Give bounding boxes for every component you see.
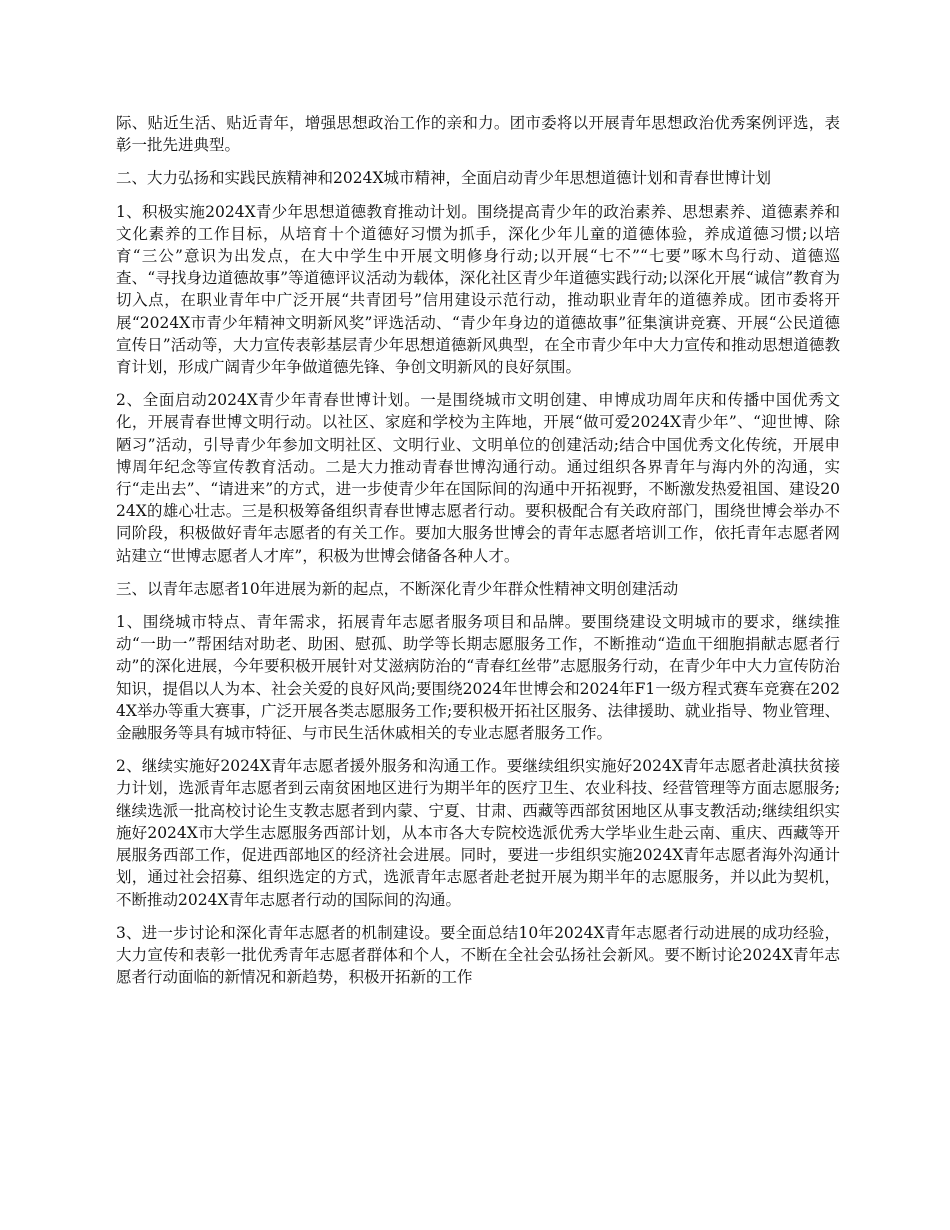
paragraph-volunteer-mechanism: 3、进一步讨论和深化青年志愿者的机制建设。要全面总结10年2024X青年志愿者行动进展的成功经验，大力宣传和表彰一批优秀青年志愿者群体和个人，不断在全社会弘扬社会新风。要不断讨论2024X青年志愿者行动面临的新情况和新趋势，积极开拓新的工作: [116, 923, 840, 987]
section-heading-2: 二、大力弘扬和实践民族精神和2024X城市精神，全面启动青少年思想道德计划和青春世博计划: [116, 169, 771, 188]
section-heading-3: 三、以青年志愿者10年进展为新的起点，不断深化青少年群众性精神文明创建活动: [116, 579, 679, 598]
paragraph-youth-expo-plan: 2、全面启动2024X青少年青春世博计划。一是围绕城市文明创建、申博成功周年庆和传播中国优秀文化，开展青春世博文明行动。以社区、家庭和学校为主阵地，开展“做可爱2024X青少年”、“迎世博、除陋习”活动，引导青少年参加文明社区、文明行业、文明单位的创建活动;结合中国优秀文化传统，开展申博周年纪念等宣传教育活动。二是大力推动青春世博沟通行动。通过组织各界青年与海内外的沟通，实行“走出去”、“请进来”的方式，进一步使青少年在国际间的沟通中开拓视野，不断激发热爱祖国、建设2024X的雄心壮志。三是积极筹备组织青春世博志愿者行动。要积极配合有关政府部门，围绕世博会举办不同阶段，积极做好青年志愿者的有关工作。要加大服务世博会的青年志愿者培训工作，依托青年志愿者网站建立“世博志愿者人才库”，积极为世博会储备各种人才。: [116, 391, 840, 565]
paragraph-volunteer-service-brands: 1、围绕城市特点、青年需求，拓展青年志愿者服务项目和品牌。要围绕建设文明城市的要求，继续推动“一助一”帮困结对助老、助困、慰孤、助学等长期志愿服务工作，不断推动“造血干细胞捐献志愿者行动”的深化进展，今年要积极开展针对艾滋病防治的“青春红丝带”志愿服务行动，在青少年中大力宣传防治知识，提倡以人为本、社会关爱的良好风尚;要围绕2024年世博会和2024年F1一级方程式赛车竞赛在2024X举办等重大赛事，广泛开展各类志愿服务工作;要积极开拓社区服务、法律援助、就业指导、物业管理、金融服务等具有城市特征、与市民生活休戚相关的专业志愿者服务工作。: [116, 613, 840, 743]
paragraph-intro-continuation: 际、贴近生活、贴近青年，增强思想政治工作的亲和力。团市委将以开展青年思想政治优秀案例评选，表彰一批先进典型。: [116, 114, 840, 155]
paragraph-moral-education-plan: 1、积极实施2024X青少年思想道德教育推动计划。围绕提高青少年的政治素养、思想素养、道德素养和文化素养的工作目标，从培育十个道德好习惯为抓手，深化少年儿童的道德体验，养成道德习惯;以培育“三公”意识为出发点，在大中学生中开展文明修身行动;以开展“七不”“七要”啄木鸟行动、道德巡查、“寻找身边道德故事”等道德评议活动为载体，深化社区青少年道德实践行动;以深化开展“诚信”教育为切入点，在职业青年中广泛开展“共青团号”信用建设示范行动，推动职业青年的道德养成。团市委将开展“2024X市青少年精神文明新风奖”评选活动、“青少年身边的道德故事”征集演讲竞赛、开展“公民道德宣传日”活动等，大力宣传表彰基层青少年思想道德新风典型，在全市青少年中大力宣传和推动思想道德教育计划，形成广阔青少年争做道德先锋、争创文明新风的良好氛围。: [116, 202, 840, 377]
paragraph-volunteer-aid-exchange: 2、继续实施好2024X青年志愿者援外服务和沟通工作。要继续组织实施好2024X青年志愿者赴滇扶贫接力计划，选派青年志愿者到云南贫困地区进行为期半年的医疗卫生、农业科技、经营管理等方面志愿服务;继续选派一批高校讨论生支教志愿者到内蒙、宁夏、甘肃、西藏等西部贫困地区从事支教活动;继续组织实施好2024X市大学生志愿服务西部计划，从本市各大专院校选派优秀大学毕业生赴云南、重庆、西藏等开展服务西部工作，促进西部地区的经济社会进展。同时，要进一步组织实施2024X青年志愿者海外沟通计划，通过社会招募、组织选定的方式，选派青年志愿者赴老挝开展为期半年的志愿服务，并以此为契机，不断推动2024X青年志愿者行动的国际间的沟通。: [116, 757, 840, 909]
